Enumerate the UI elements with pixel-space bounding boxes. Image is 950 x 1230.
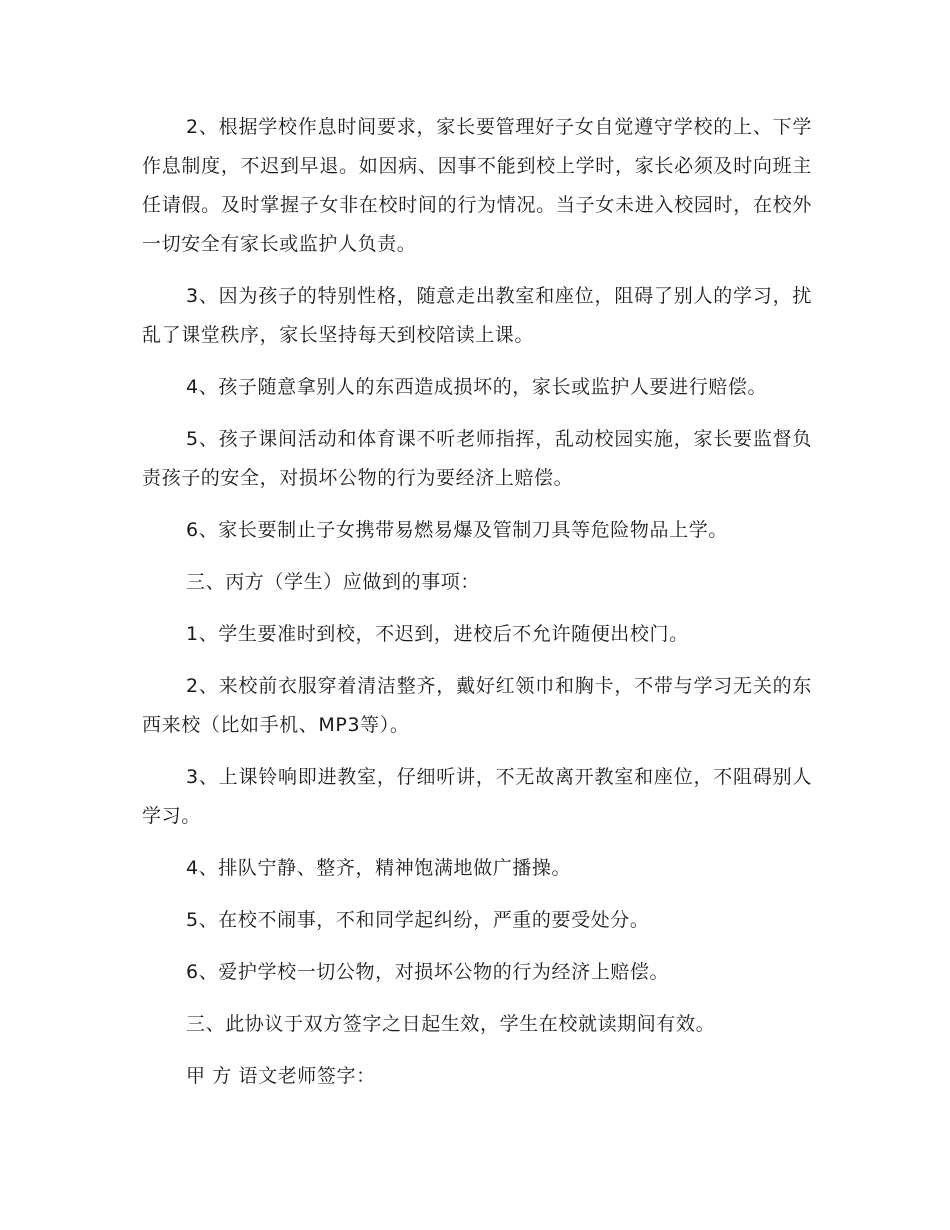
paragraph-parent-duty-2: 2、根据学校作息时间要求，家长要管理好子女自觉遵守学校的上、下学作息制度，不迟到早退。如因病、因事不能到校上学时，家长必须及时向班主任请假。及时掌握子女非在校时间的行为情况。当子女未进入校园时，在校外一切安全有家长或监护人负责。 [142, 116, 812, 255]
paragraph-student-duty-2: 2、来校前衣服穿着清洁整齐，戴好红领巾和胸卡，不带与学习无关的东西来校（比如手机、MP3等）。 [142, 675, 812, 736]
paragraph-parent-duty-4: 4、孩子随意拿别人的东西造成损坏的，家长或监护人要进行赔偿。 [186, 376, 768, 398]
signature-line-party-a: 甲 方 语文老师签字： [186, 1065, 376, 1087]
paragraph-student-duty-5: 5、在校不闹事，不和同学起纠纷，严重的要受处分。 [186, 909, 650, 931]
paragraph-student-duty-6: 6、爱护学校一切公物，对损坏公物的行为经济上赔偿。 [186, 961, 670, 983]
section-heading-student-duties: 三、丙方（学生）应做到的事项： [186, 571, 481, 593]
paragraph-parent-duty-6: 6、家长要制止子女携带易燃易爆及管制刀具等危险物品上学。 [186, 519, 728, 541]
paragraph-student-duty-1: 1、学生要准时到校，不迟到，进校后不允许随便出校门。 [186, 623, 689, 645]
paragraph-parent-duty-5: 5、孩子课间活动和体育课不听老师指挥，乱动校园实施，家长要监督负责孩子的安全，对损坏公物的行为要经济上赔偿。 [142, 428, 812, 489]
paragraph-parent-duty-3: 3、因为孩子的特别性格，随意走出教室和座位，阻碍了别人的学习，扰乱了课堂秩序，家长坚持每天到校陪读上课。 [142, 285, 812, 346]
document-body [142, 108, 812, 1096]
paragraph-student-duty-4: 4、排队宁静、整齐，精神饱满地做广播操。 [186, 857, 572, 879]
paragraph-student-duty-3: 3、上课铃响即进教室，仔细听讲，不无故离开教室和座位，不阻碍别人学习。 [142, 766, 812, 827]
paragraph-effective-clause: 三、此协议于双方签字之日起生效，学生在校就读期间有效。 [186, 1013, 716, 1035]
